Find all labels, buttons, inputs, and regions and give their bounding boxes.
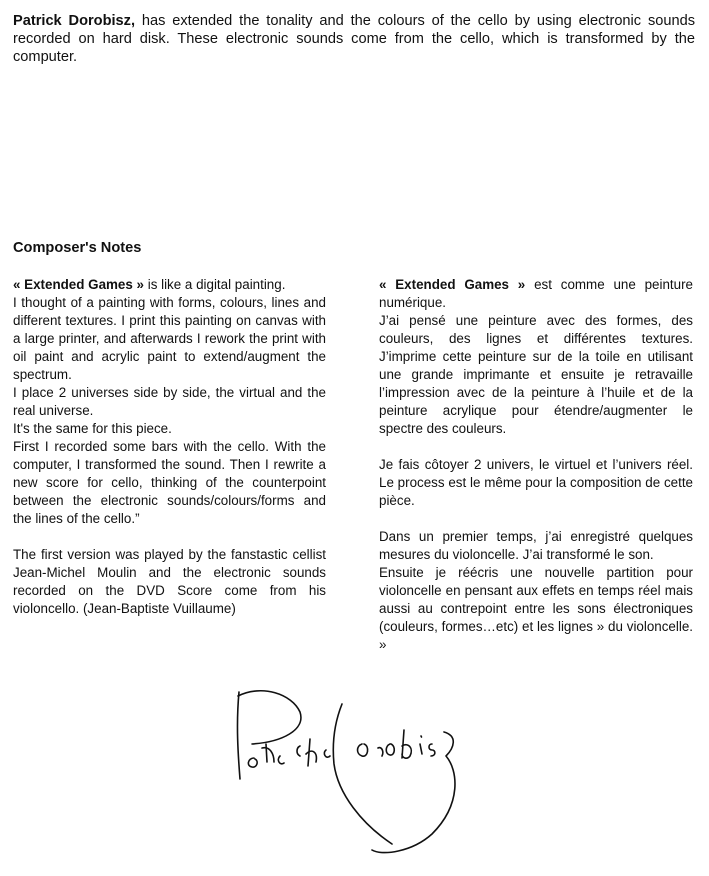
english-line: It's the same for this piece. [13, 421, 172, 436]
handwritten-signature [222, 684, 472, 864]
english-line: I place 2 universes side by side, the virtual and the real universe. [13, 385, 326, 418]
intro-text: has extended the tonality and the colours of the cello by using electronic sounds recorded on hard disk. These electronic sounds come from the cello, which is transformed by the computer. [13, 13, 696, 65]
english-line: « Extended Games » is like a digital painting. [13, 277, 286, 292]
english-line: The first version was played by the fanstastic cellist Jean-Michel Moulin and the electronic sounds recorded on the DVD Score come from his violoncello. (Jean-Baptiste Vuillaume) [13, 547, 326, 616]
english-notes-column [13, 276, 326, 618]
english-line: I thought of a painting with forms, colours, lines and different textures. I print this painting on canvas with a large printer, and afterwards I rework the print with oil paint and acrylic paint to extend/augment the spectrum. [13, 295, 326, 382]
composer-name: Patrick Dorobisz, [13, 13, 136, 29]
french-line: Je fais côtoyer 2 univers, le virtuel et l’univers réel. Le process est le même pour la composition de cette pièce. [379, 457, 693, 508]
english-line: First I recorded some bars with the cello. With the computer, I transformed the sound. Then I rewrite a new score for cello, thinking of the counterpoint between the electronic sounds/colours/forms and the lines of the cello.” [13, 439, 326, 526]
french-line: J’ai pensé une peinture avec des formes, des couleurs, des lignes et différentes textures. J’imprime cette peinture sur de la toile en utilisant une grande imprimante et ensuite je retravaille l’impression avec de la peinture à l’huile et de la peinture acrylique pour étendre/augmenter le spectre des couleurs. [379, 313, 693, 436]
intro-paragraph [13, 12, 695, 66]
french-notes-column [379, 276, 693, 654]
work-title: « Extended Games » [379, 277, 526, 292]
french-line: « Extended Games » est comme une peinture numérique. [379, 277, 693, 310]
work-title: « Extended Games » [13, 277, 144, 292]
french-line: Ensuite je réécris une nouvelle partition pour violoncelle en pensant aux effets en temps réel mais aussi au contrepoint entre les sons électroniques (couleurs, formes…etc) et les lignes » du violoncelle. » [379, 565, 693, 652]
section-title: Composer's Notes [13, 240, 142, 256]
french-line: Dans un premier temps, j’ai enregistré quelques mesures du violoncelle. J’ai transformé le son. [379, 529, 693, 562]
